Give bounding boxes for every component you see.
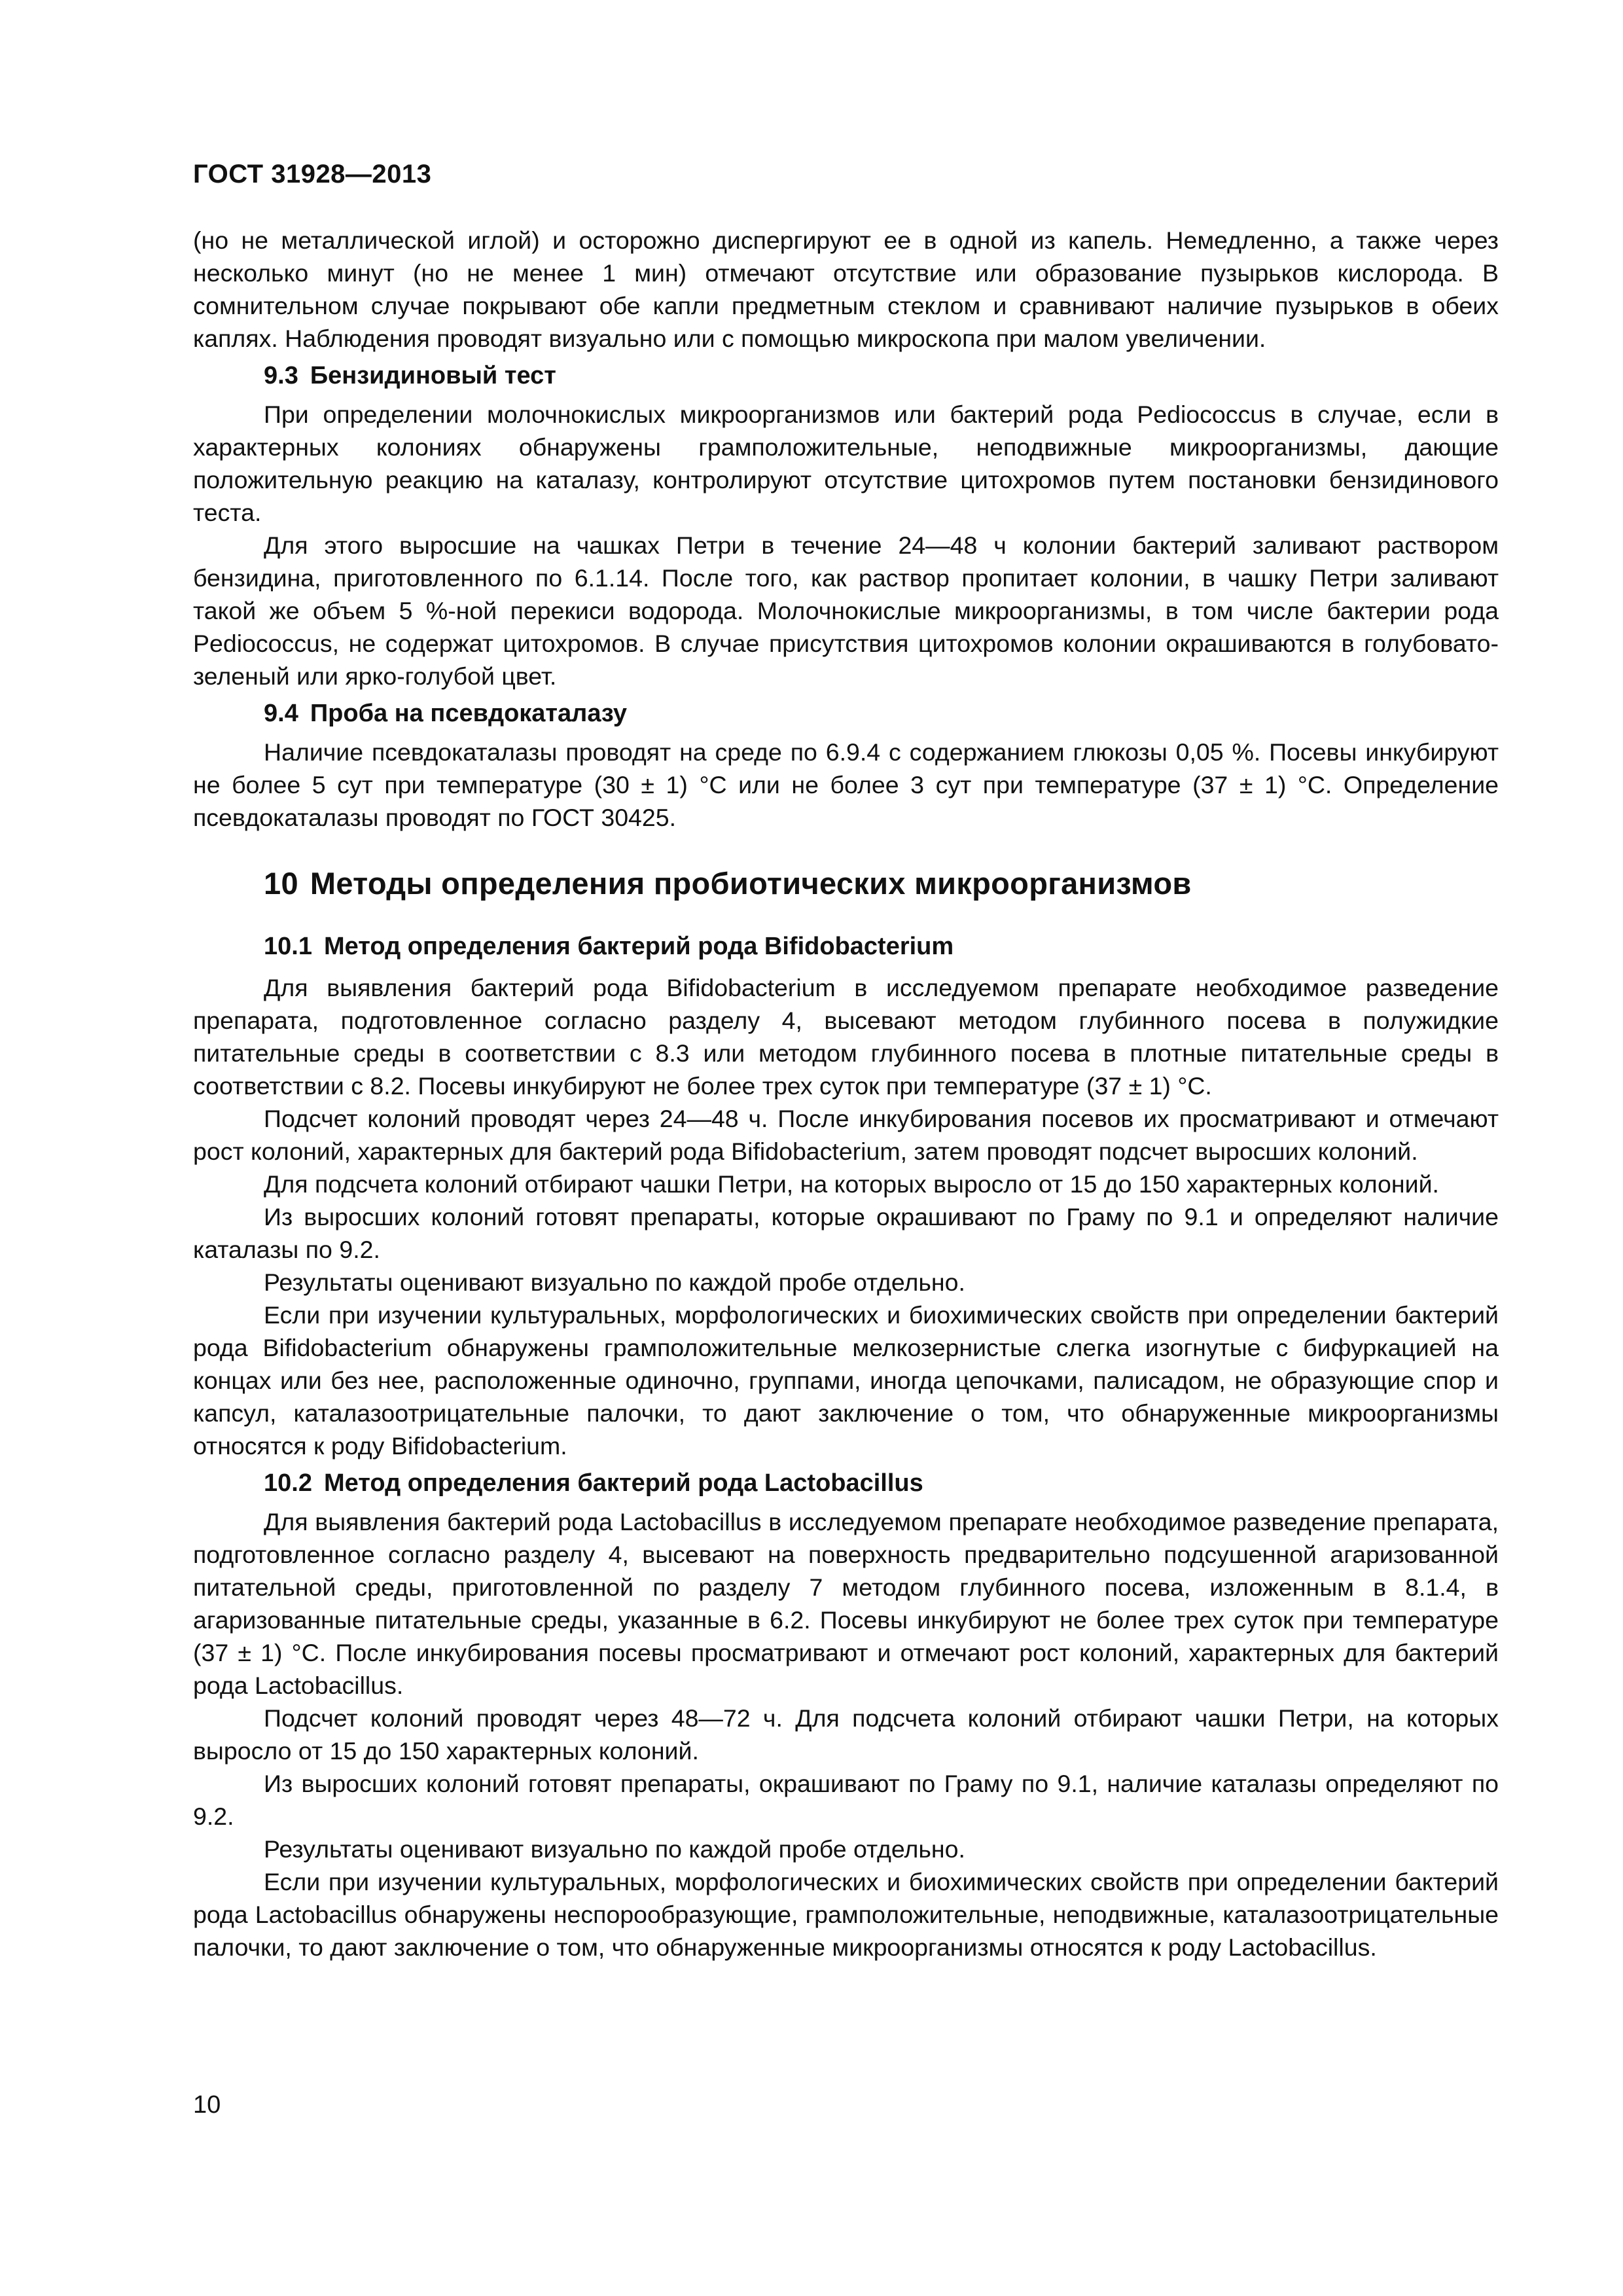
paragraph: Результаты оценивают визуально по каждой пробе отдельно.	[264, 1268, 965, 1296]
paragraph: Для выявления бактерий рода Lactobacillus в исследуемом препарате необходимое разведение препарата, подготовленное согласно разделу 4, высевают на поверхность предварительно подсушенной агаризованной питательной среды, приготовленной по разделу 7 методом глубинного посева, изложенным в 8.1.4, в агаризованные питательные среды, указанные в 6.2. Посевы инкубируют не более трех суток при температуре (37 ± 1) °С. После инкубирования посевы просматривают и отмечают рост колоний, характерных для бактерий рода Lactobacillus.	[193, 1508, 1499, 1699]
section-heading	[193, 929, 1499, 963]
paragraph: Из выросших колоний готовят препараты, окрашивают по Граму по 9.1, наличие каталазы определяют по 9.2.	[193, 1770, 1499, 1830]
document-header: ГОСТ 31928—2013	[193, 160, 432, 188]
section-number: 10.1	[264, 933, 312, 960]
paragraph: Из выросших колоний готовят препараты, которые окрашивают по Граму по 9.1 и определяют наличие каталазы по 9.2.	[193, 1203, 1499, 1263]
section-title: Метод определения бактерий рода Lactobacillus	[323, 1469, 923, 1497]
paragraph: Если при изучении культуральных, морфологических и биохимических свойств при определении бактерий рода Lactobacillus обнаружены неспорообразующие, грамположительные, неподвижные, каталазоотрицательные палочки, то дают заключение о том, что обнаруженные микроорганизмы относятся к роду Lactobacillus.	[193, 1868, 1499, 1961]
chapter-number: 10	[264, 866, 298, 901]
section-title: Метод определения бактерий рода Bifidobacterium	[323, 933, 954, 960]
section-number: 10.2	[264, 1469, 312, 1497]
section-heading	[193, 696, 1499, 730]
section-number: 9.4	[264, 700, 298, 727]
paragraph: При определении молочнокислых микроорганизмов или бактерий рода Pediococcus в случае, если в характерных колониях обнаружены грамположительные, неподвижные микроорганизмы, дающие положительную реакцию на каталазу, контролируют отсутствие цитохромов путем постановки бензидинового теста.	[193, 401, 1499, 526]
chapter-heading	[193, 864, 1499, 903]
section-title: Проба на псевдокаталазу	[310, 700, 627, 727]
paragraph: Для подсчета колоний отбирают чашки Петри, на которых выросло от 15 до 150 характерных колоний.	[264, 1170, 1439, 1198]
section-heading	[193, 359, 1499, 393]
section-title: Бензидиновый тест	[310, 362, 556, 389]
paragraph: Результаты оценивают визуально по каждой пробе отдельно.	[264, 1835, 965, 1863]
section-heading	[193, 1466, 1499, 1500]
paragraph: Подсчет колоний проводят через 48—72 ч. Для подсчета колоний отбирают чашки Петри, на которых выросло от 15 до 150 характерных колоний.	[193, 1704, 1499, 1765]
page-number: 10	[193, 2091, 221, 2119]
intro-paragraph: (но не металлической иглой) и осторожно диспергируют ее в одной из капель. Немедленно, а также через несколько минут (но не менее 1 мин) отмечают отсутствие или образование пузырьков кислорода. В сомнительном случае покрывают обе капли предметным стеклом и сравнивают наличие пузырьков в обеих каплях. Наблюдения проводят визуально или с помощью микроскопа при малом увеличении.	[193, 226, 1499, 352]
document-body	[193, 224, 1499, 1964]
section-9-3	[193, 359, 1499, 692]
paragraph: Наличие псевдокаталазы проводят на среде по 6.9.4 с содержанием глюкозы 0,05 %. Посевы инкубируют не более 5 сут при температуре (30 ± 1) °С или не более 3 сут при температуре (37 ± 1) °С. Определение псевдокаталазы проводят по ГОСТ 30425.	[193, 738, 1499, 831]
section-10-1	[193, 929, 1499, 1462]
section-number: 9.3	[264, 362, 298, 389]
paragraph: Подсчет колоний проводят через 24—48 ч. После инкубирования посевов их просматривают и отмечают рост колоний, характерных для бактерий рода Bifidobacterium, затем проводят подсчет выросших колоний.	[193, 1105, 1499, 1165]
paragraph: Для этого выросшие на чашках Петри в течение 24—48 ч колонии бактерий заливают раствором бензидина, приготовленного по 6.1.14. После того, как раствор пропитает колонии, в чашку Петри заливают такой же объем 5 %-ной перекиси водорода. Молочнокислые микроорганизмы, в том числе бактерии рода Pediococcus, не содержат цитохромов. В случае присутствия цитохромов колонии окрашиваются в голубовато-зеленый или ярко-голубой цвет.	[193, 531, 1499, 690]
section-9-4	[193, 696, 1499, 834]
chapter-title: Методы определения пробиотических микроорганизмов	[310, 866, 1192, 901]
paragraph: Если при изучении культуральных, морфологических и биохимических свойств при определении бактерий рода Bifidobacterium обнаружены грамположительные мелкозернистые слегка изогнутые с бифуркацией на концах или без нее, расположенные одиночно, группами, иногда цепочками, палисадом, не образующие спор и капсул, каталазоотрицательные палочки, то дают заключение о том, что обнаруженные микроорганизмы относятся к роду Bifidobacterium.	[193, 1301, 1499, 1460]
paragraph: Для выявления бактерий рода Bifidobacterium в исследуемом препарате необходимое разведение препарата, подготовленное согласно разделу 4, высевают методом глубинного посева в полужидкие питательные среды в соответствии с 8.3 или методом глубинного посева в плотные питательные среды в соответствии с 8.2. Посевы инкубируют не более трех суток при температуре (37 ± 1) °С.	[193, 974, 1499, 1100]
section-10-2	[193, 1466, 1499, 1964]
